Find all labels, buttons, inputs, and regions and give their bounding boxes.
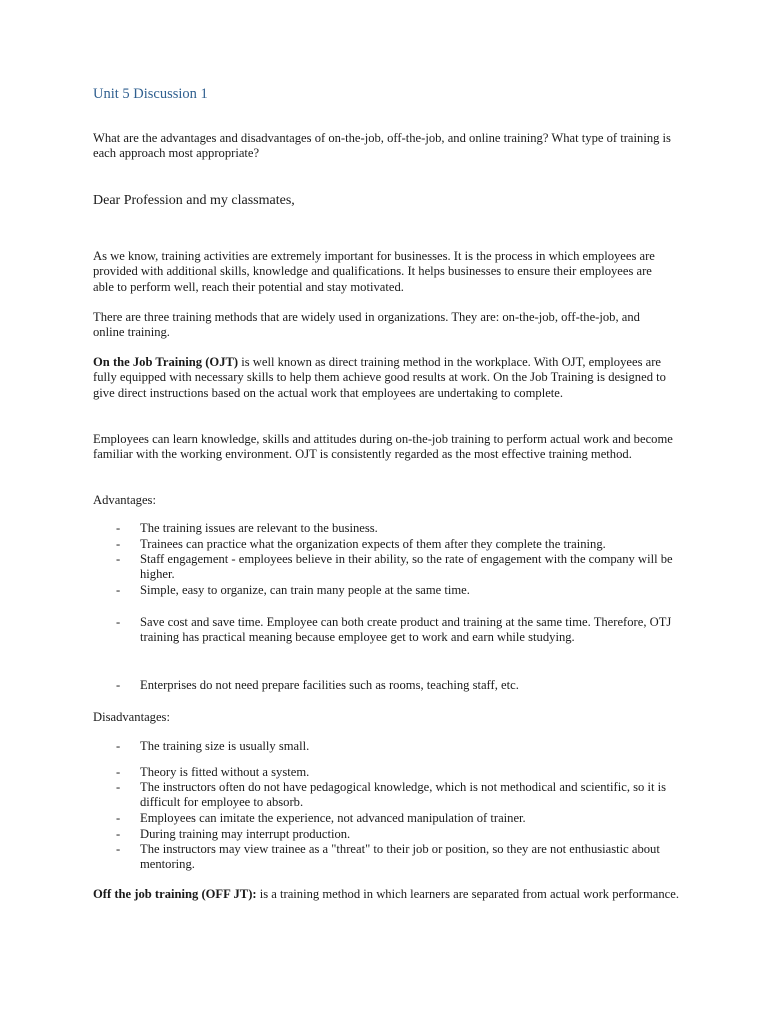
intro-paragraph: As we know, training activities are extremely important for businesses. It is the process in which employees are provided with additional skills, knowledge and qualifications. It helps businesses to ensure their employees are able to perform well, reach their potential and stay motivated.: [93, 249, 655, 294]
disadvantage-item: [116, 827, 676, 842]
disadvantage-item: [116, 739, 676, 754]
advantage-text: Save cost and save time. Employee can both create product and training at the same time. Therefore, OTJ training has practical meaning because employee get to work and earn while studying.: [140, 615, 672, 645]
advantage-item: [116, 552, 676, 583]
discussion-question: What are the advantages and disadvantages of on-the-job, off-the-job, and online training? What type of training is each approach most appropriate?: [93, 131, 671, 161]
disadvantage-text: During training may interrupt production.: [140, 827, 351, 841]
advantage-item: [116, 537, 676, 552]
bullet-dash: -: [116, 842, 121, 856]
learning-paragraph: Employees can learn knowledge, skills and attitudes during on-the-job training to perform actual work and become familiar with the working environment. OJT is consistently regarded as the most effective training method.: [93, 432, 673, 462]
disadvantage-text: Employees can imitate the experience, not advanced manipulation of trainer.: [140, 811, 526, 825]
disadvantage-text: The training size is usually small.: [140, 739, 310, 753]
bullet-dash: -: [116, 552, 121, 566]
advantage-text: Simple, easy to organize, can train many people at the same time.: [140, 583, 470, 597]
document-heading: Unit 5 Discussion 1: [93, 86, 208, 102]
advantage-text: Enterprises do not need prepare facilities such as rooms, teaching staff, etc.: [140, 678, 519, 692]
disadvantages-label: Disadvantages:: [93, 710, 170, 724]
advantage-item: [116, 615, 676, 646]
bullet-dash: -: [116, 739, 121, 753]
bullet-dash: -: [116, 827, 121, 841]
ojt-description: is well known as direct training method in the workplace. With OJT, employees are fully equipped with necessary skills to help them achieve good results at work. On the Job Training is designed to give direct instructions based on the actual work that employees are undertaking to complete.: [93, 355, 666, 400]
advantage-text: Staff engagement - employees believe in their ability, so the rate of engagement with the company will be higher.: [140, 552, 673, 582]
disadvantage-item: [116, 811, 676, 826]
ojt-term: On the Job Training (OJT): [93, 355, 239, 369]
bullet-dash: -: [116, 811, 121, 825]
ojt-paragraph: [93, 355, 683, 401]
advantage-text: Trainees can practice what the organization expects of them after they complete the training.: [140, 537, 606, 551]
offjt-paragraph: [93, 887, 683, 902]
bullet-dash: -: [116, 765, 121, 779]
advantage-item: [116, 521, 676, 536]
advantages-label: Advantages:: [93, 493, 156, 507]
bullet-dash: -: [116, 583, 121, 597]
offjt-description: is a training method in which learners are separated from actual work performance.: [256, 887, 680, 901]
offjt-term: Off the job training (OFF JT):: [93, 887, 257, 901]
disadvantage-item: [116, 842, 676, 873]
bullet-dash: -: [116, 537, 121, 551]
bullet-dash: -: [116, 678, 121, 692]
advantage-item: [116, 678, 676, 693]
bullet-dash: -: [116, 780, 121, 794]
disadvantage-text: The instructors may view trainee as a "threat" to their job or position, so they are not enthusiastic about mentoring.: [140, 842, 660, 872]
bullet-dash: -: [116, 521, 121, 535]
disadvantage-item: [116, 765, 676, 780]
disadvantage-text: The instructors often do not have pedagogical knowledge, which is not methodical and scientific, so it is difficult for employee to absorb.: [140, 780, 667, 810]
greeting: Dear Profession and my classmates,: [93, 193, 295, 208]
advantage-text: The training issues are relevant to the business.: [140, 521, 378, 535]
bullet-dash: -: [116, 615, 121, 629]
methods-paragraph: There are three training methods that are widely used in organizations. They are: on-the-job, off-the-job, and online training.: [93, 310, 640, 340]
advantage-item: [116, 583, 676, 598]
disadvantage-text: Theory is fitted without a system.: [140, 765, 310, 779]
disadvantage-item: [116, 780, 676, 811]
